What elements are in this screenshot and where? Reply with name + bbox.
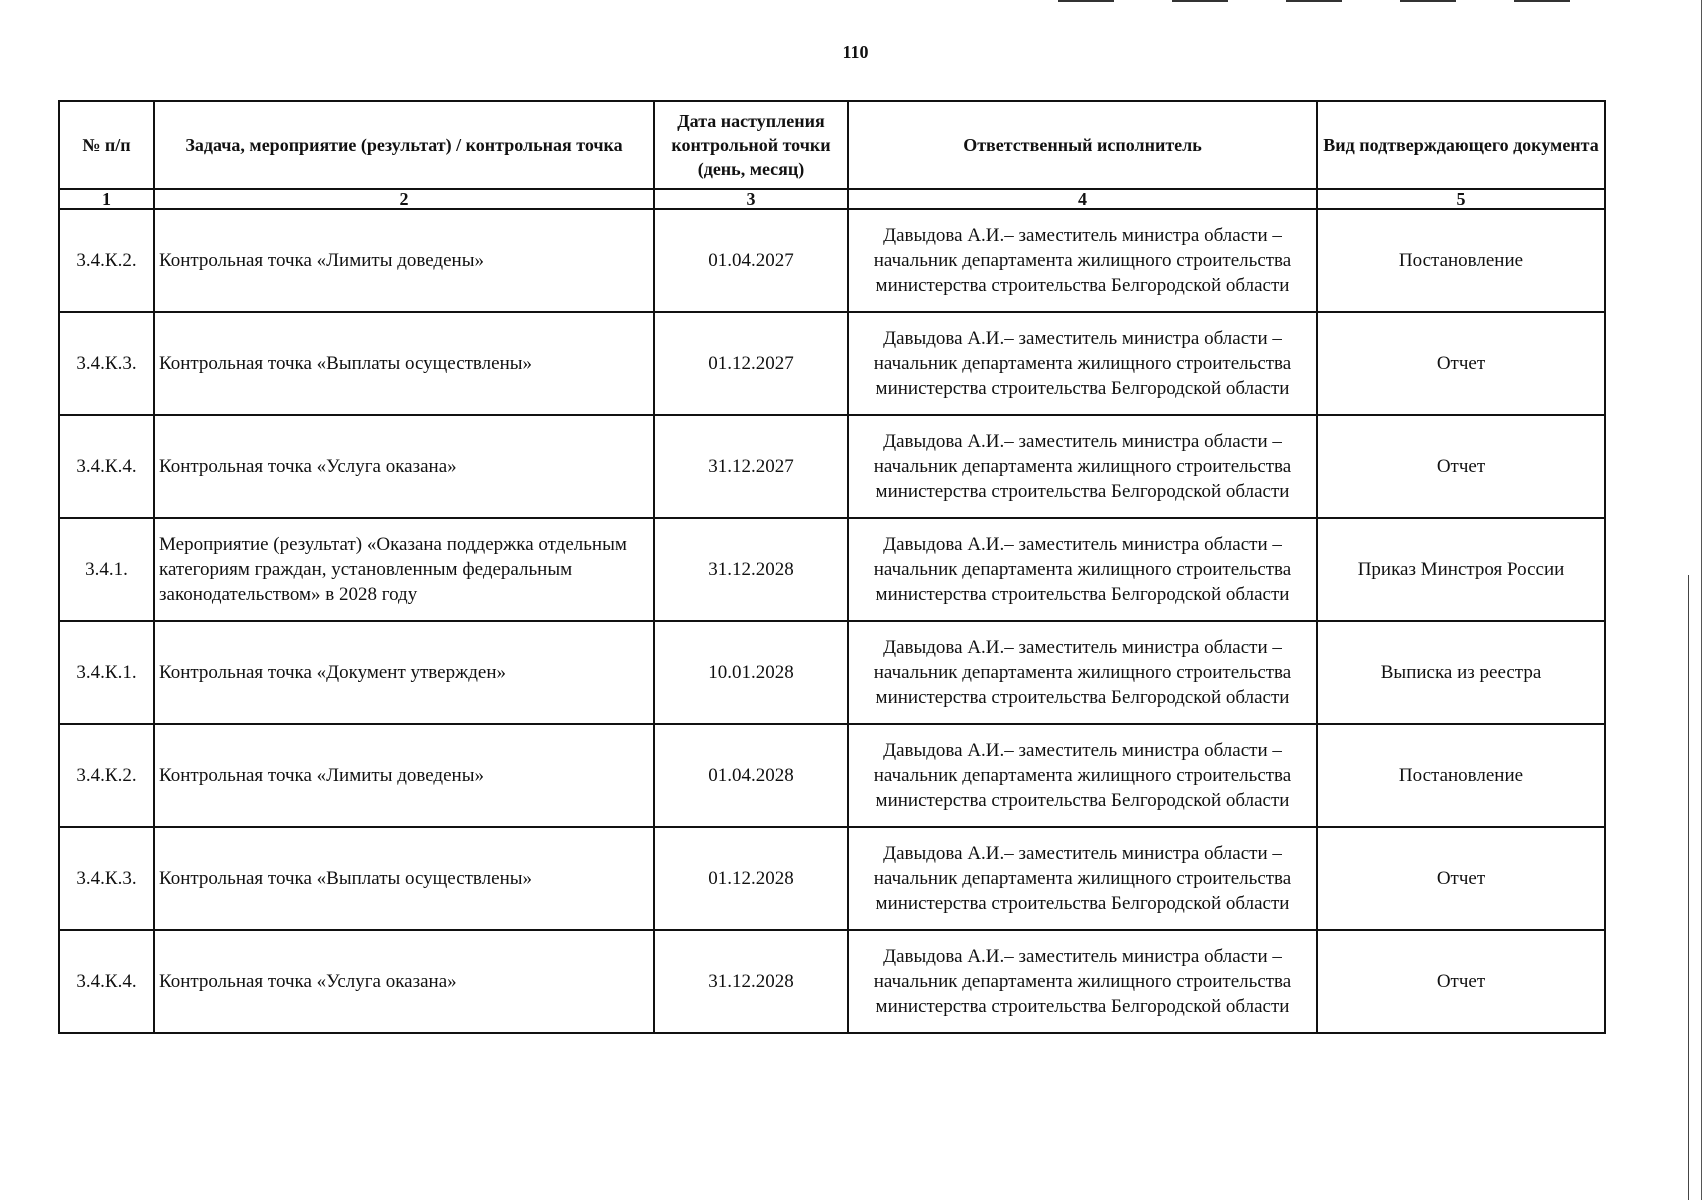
control-points-table: [58, 100, 1606, 1034]
cell-date: 01.04.2027: [654, 209, 848, 312]
cell-number: 3.4.К.1.: [59, 621, 154, 724]
cell-task: Мероприятие (результат) «Оказана поддержка отдельным категориям граждан, установленным федеральным законодательством» в 2028 году: [154, 518, 654, 621]
column-number: 2: [154, 189, 654, 209]
cell-task: Контрольная точка «Лимиты доведены»: [154, 209, 654, 312]
cell-task: Контрольная точка «Услуга оказана»: [154, 930, 654, 1033]
cell-document: Постановление: [1317, 209, 1605, 312]
dash: [1514, 0, 1570, 2]
cell-date: 01.04.2028: [654, 724, 848, 827]
cell-date: 10.01.2028: [654, 621, 848, 724]
table-row: [59, 827, 1605, 930]
cell-number: 3.4.К.4.: [59, 415, 154, 518]
cell-number: 3.4.К.4.: [59, 930, 154, 1033]
table-row: [59, 621, 1605, 724]
table-row: [59, 209, 1605, 312]
cell-task: Контрольная точка «Выплаты осуществлены»: [154, 827, 654, 930]
right-margin-line: [1688, 575, 1689, 1200]
cell-responsible: Давыдова А.И.– заместитель министра области – начальник департамента жилищного строительства министерства строительства Белгородской области: [848, 415, 1317, 518]
column-number: 1: [59, 189, 154, 209]
header-document: Вид подтверждающего документа: [1317, 101, 1605, 189]
header-row: [59, 101, 1605, 189]
cell-date: 01.12.2028: [654, 827, 848, 930]
cell-date: 31.12.2028: [654, 518, 848, 621]
cell-date: 31.12.2028: [654, 930, 848, 1033]
cell-responsible: Давыдова А.И.– заместитель министра области – начальник департамента жилищного строительства министерства строительства Белгородской области: [848, 312, 1317, 415]
cell-responsible: Давыдова А.И.– заместитель министра области – начальник департамента жилищного строительства министерства строительства Белгородской области: [848, 209, 1317, 312]
page-number: 110: [842, 42, 869, 62]
cell-task: Контрольная точка «Лимиты доведены»: [154, 724, 654, 827]
cell-task: Контрольная точка «Документ утвержден»: [154, 621, 654, 724]
cell-responsible: Давыдова А.И.– заместитель министра области – начальник департамента жилищного строительства министерства строительства Белгородской области: [848, 621, 1317, 724]
cell-task: Контрольная точка «Услуга оказана»: [154, 415, 654, 518]
cell-date: 31.12.2027: [654, 415, 848, 518]
table-row: [59, 930, 1605, 1033]
column-number: 3: [654, 189, 848, 209]
cell-number: 3.4.1.: [59, 518, 154, 621]
cell-number: 3.4.К.2.: [59, 209, 154, 312]
column-number-row: [59, 189, 1605, 209]
column-number: 4: [848, 189, 1317, 209]
header-number: № п/п: [59, 101, 154, 189]
cell-document: Отчет: [1317, 312, 1605, 415]
dash: [1058, 0, 1114, 2]
cell-task: Контрольная точка «Выплаты осуществлены»: [154, 312, 654, 415]
cell-document: Отчет: [1317, 930, 1605, 1033]
cell-responsible: Давыдова А.И.– заместитель министра области – начальник департамента жилищного строительства министерства строительства Белгородской области: [848, 724, 1317, 827]
dash: [1286, 0, 1342, 2]
cell-document: Отчет: [1317, 415, 1605, 518]
right-edge-line: [1701, 0, 1702, 1200]
header-date: Дата наступления контрольной точки (день, месяц): [654, 101, 848, 189]
cell-responsible: Давыдова А.И.– заместитель министра области – начальник департамента жилищного строительства министерства строительства Белгородской области: [848, 518, 1317, 621]
cell-document: Выписка из реестра: [1317, 621, 1605, 724]
top-edge-dashes: [1058, 0, 1570, 2]
table-row: [59, 415, 1605, 518]
table-row: [59, 312, 1605, 415]
dash: [1400, 0, 1456, 2]
cell-document: Постановление: [1317, 724, 1605, 827]
table-body: [59, 209, 1605, 1033]
table-row: [59, 724, 1605, 827]
cell-number: 3.4.К.3.: [59, 312, 154, 415]
table-row: [59, 518, 1605, 621]
cell-number: 3.4.К.2.: [59, 724, 154, 827]
cell-document: Отчет: [1317, 827, 1605, 930]
header-responsible: Ответственный исполнитель: [848, 101, 1317, 189]
cell-date: 01.12.2027: [654, 312, 848, 415]
column-number: 5: [1317, 189, 1605, 209]
cell-document: Приказ Минстроя России: [1317, 518, 1605, 621]
cell-responsible: Давыдова А.И.– заместитель министра области – начальник департамента жилищного строительства министерства строительства Белгородской области: [848, 827, 1317, 930]
dash: [1172, 0, 1228, 2]
header-task: Задача, мероприятие (результат) / контрольная точка: [154, 101, 654, 189]
table-header: [59, 101, 1605, 209]
cell-responsible: Давыдова А.И.– заместитель министра области – начальник департамента жилищного строительства министерства строительства Белгородской области: [848, 930, 1317, 1033]
cell-number: 3.4.К.3.: [59, 827, 154, 930]
